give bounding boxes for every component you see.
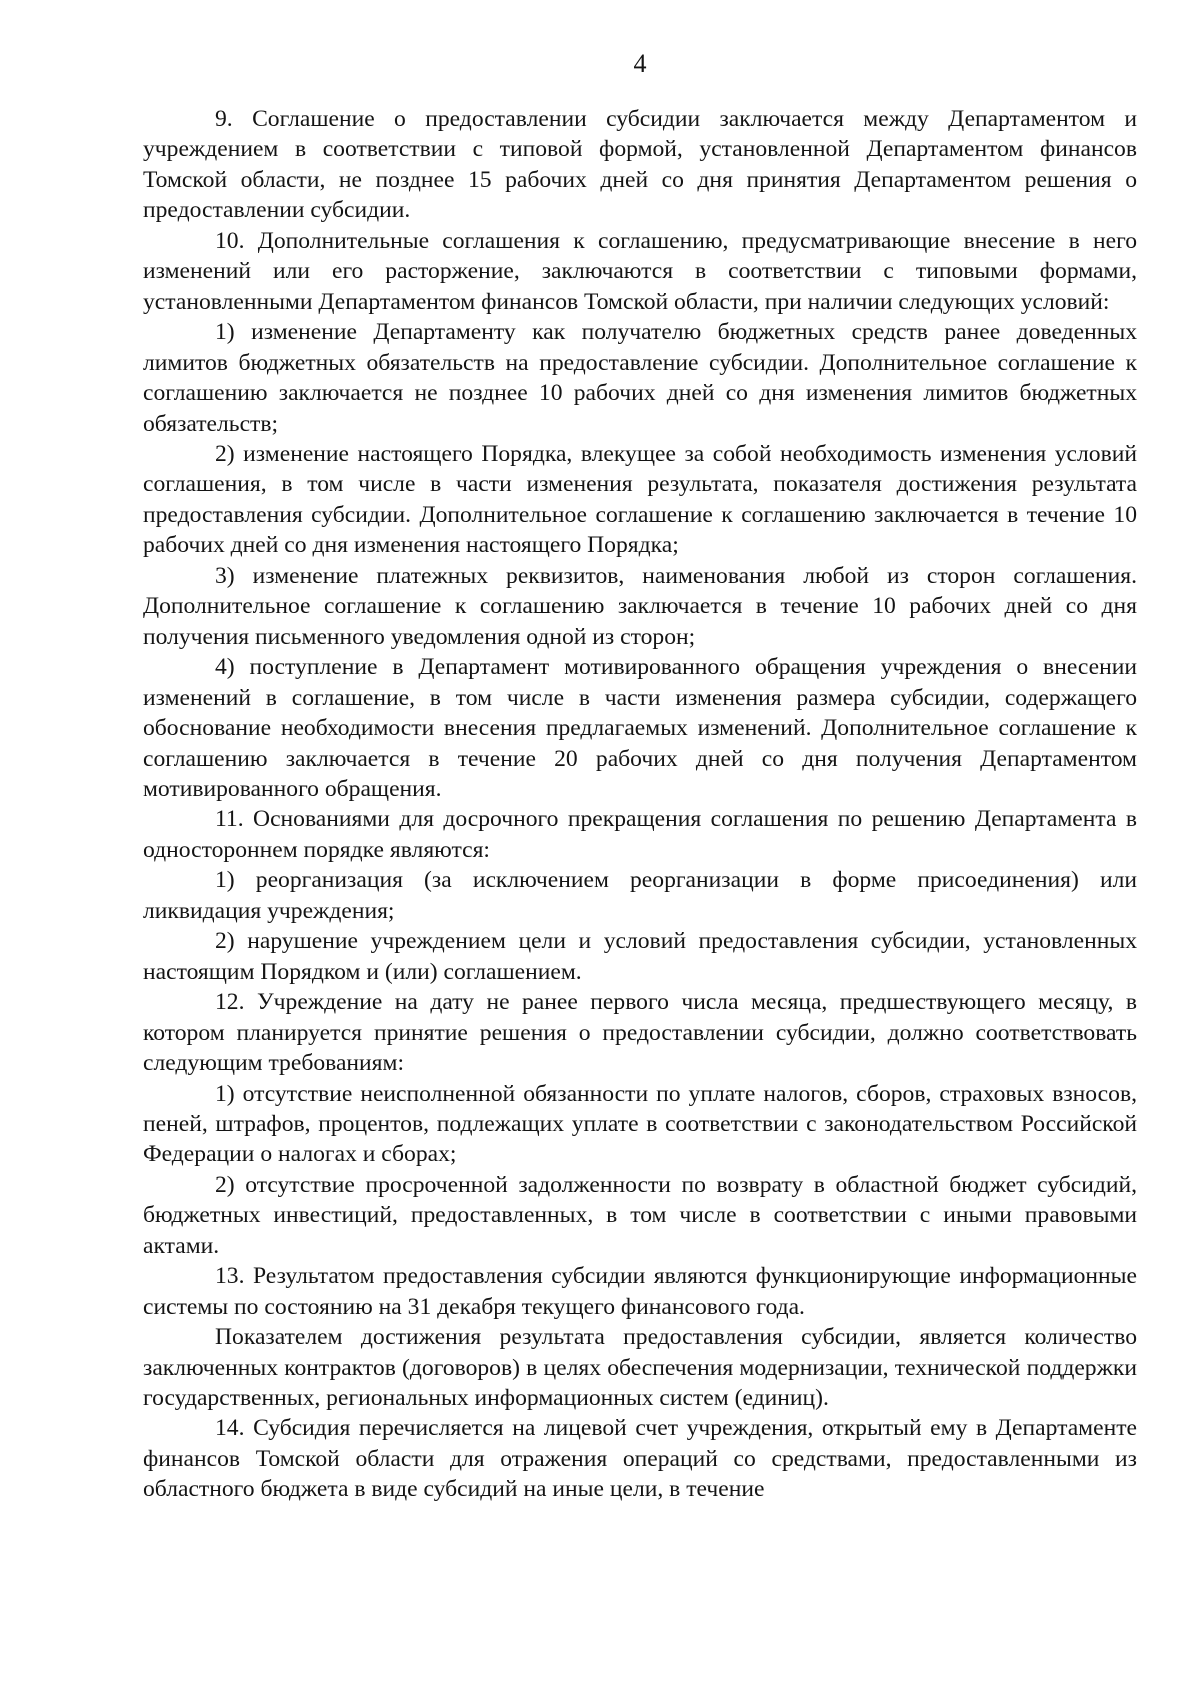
paragraph-11: 11. Основаниями для досрочного прекращения соглашения по решению Департамента в одностороннем порядке являются: bbox=[143, 806, 1137, 863]
paragraph-13-indicator: Показателем достижения результата предоставления субсидии, является количество заключенных контрактов (договоров) в целях обеспечения модернизации, технической поддержки государственных, региональных информационных систем (единиц). bbox=[143, 1324, 1137, 1412]
paragraph-12-item-1: 1) отсутствие неисполненной обязанности по уплате налогов, сборов, страховых взносов, пеней, штрафов, процентов, подлежащих уплате в соответствии с законодательством Российской Федерации о налогах и сборах; bbox=[143, 1080, 1137, 1168]
paragraph-10-item-3: 3) изменение платежных реквизитов, наименования любой из сторон соглашения. Дополнительное соглашение к соглашению заключается в течение 10 рабочих дней со дня получения письменного уведомления одной из сторон; bbox=[143, 562, 1137, 650]
paragraph-10-item-1: 1) изменение Департаменту как получателю бюджетных средств ранее доведенных лимитов бюджетных обязательств на предоставление субсидии. Дополнительное соглашение к соглашению заключается не позднее 10 рабочих дней со дня изменения лимитов бюджетных обязательств; bbox=[143, 319, 1137, 437]
page-number: 4 bbox=[633, 49, 647, 78]
paragraph-9: 9. Соглашение о предоставлении субсидии заключается между Департаментом и учреждением в соответствии с типовой формой, установленной Департаментом финансов Томской области, не позднее 15 рабочих дней со дня принятия Департаментом решения о предоставлении субсидии. bbox=[143, 106, 1137, 224]
paragraph-13: 13. Результатом предоставления субсидии являются функционирующие информационные системы по состоянию на 31 декабря текущего финансового года. bbox=[143, 1263, 1137, 1320]
paragraph-11-item-2: 2) нарушение учреждением цели и условий предоставления субсидии, установленных настоящим Порядком и (или) соглашением. bbox=[143, 928, 1137, 985]
document-body bbox=[143, 104, 1137, 1505]
paragraph-10-item-2: 2) изменение настоящего Порядка, влекущее за собой необходимость изменения условий соглашения, в том числе в части изменения результата, показателя достижения результата предоставления субсидии. Дополнительное соглашение к соглашению заключается в течение 10 рабочих дней со дня изменения настоящего Порядка; bbox=[143, 440, 1137, 559]
paragraph-10-item-4: 4) поступление в Департамент мотивированного обращения учреждения о внесении изменений в соглашение, в том числе в части изменения размера субсидии, содержащего обоснование необходимости внесения предлагаемых изменений. Дополнительное соглашение к соглашению заключается в течение 20 рабочих дней со дня получения Департаментом мотивированного обращения. bbox=[143, 654, 1137, 802]
paragraph-11-item-1: 1) реорганизация (за исключением реорганизации в форме присоединения) или ликвидация учреждения; bbox=[143, 867, 1137, 924]
paragraph-12-item-2: 2) отсутствие просроченной задолженности по возврату в областной бюджет субсидий, бюджетных инвестиций, предоставленных, в том числе в соответствии с иными правовыми актами. bbox=[143, 1171, 1137, 1259]
paragraph-10: 10. Дополнительные соглашения к соглашению, предусматривающие внесение в него изменений или его расторжение, заключаются в соответствии с типовыми формами, установленными Департаментом финансов Томской области, при наличии следующих условий: bbox=[143, 227, 1137, 315]
paragraph-12: 12. Учреждение на дату не ранее первого числа месяца, предшествующего месяцу, в котором планируется принятие решения о предоставлении субсидии, должно соответствовать следующим требованиям: bbox=[143, 989, 1137, 1077]
paragraph-14: 14. Субсидия перечисляется на лицевой счет учреждения, открытый ему в Департаменте финансов Томской области для отражения операций со средствами, предоставленными из областного бюджета в виде субсидий на иные цели, в течение bbox=[143, 1415, 1137, 1503]
